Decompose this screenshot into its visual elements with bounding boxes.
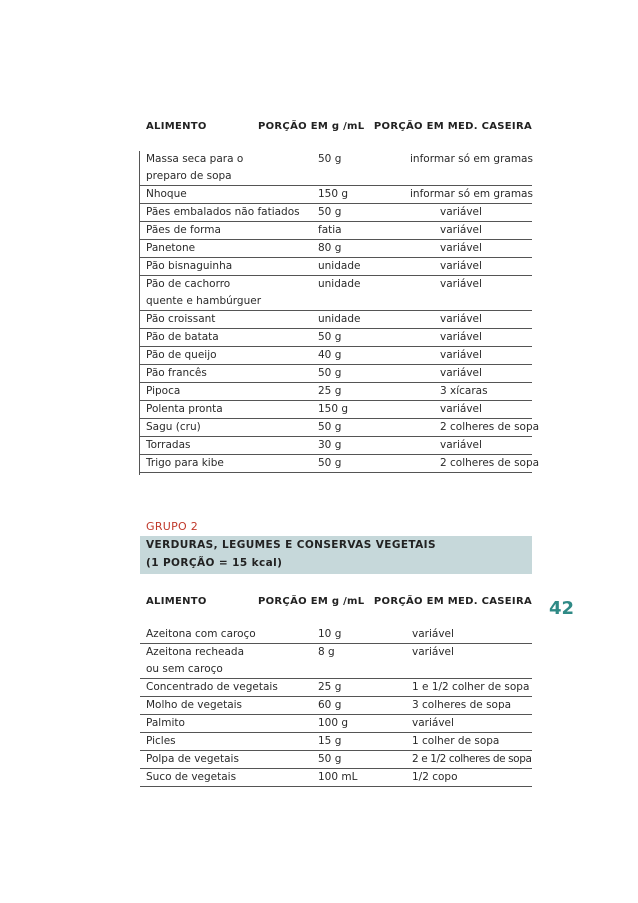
cell-medida: variável bbox=[440, 278, 482, 290]
cell-porcao: 100 mL bbox=[318, 771, 358, 783]
page-number: 42 bbox=[549, 598, 575, 619]
cell-alimento: Pão francês bbox=[146, 367, 207, 379]
header-medida: PORÇÃO EM MED. CASEIRA bbox=[373, 596, 532, 607]
cell-alimento: Molho de vegetais bbox=[146, 699, 243, 711]
cell-alimento: Trigo para kibe bbox=[146, 457, 224, 469]
table-body bbox=[140, 626, 532, 787]
cell-porcao: unidade bbox=[318, 278, 361, 290]
cell-alimento: Concentrado de vegetais bbox=[146, 681, 278, 693]
table-row bbox=[140, 455, 540, 473]
cell-medida: 2 colheres de sopa bbox=[440, 421, 540, 433]
header-medida: PORÇÃO EM MED. CASEIRA bbox=[373, 121, 532, 132]
table-row bbox=[140, 222, 532, 240]
cell-medida: variável bbox=[412, 646, 454, 658]
cell-porcao: 50 g bbox=[318, 457, 342, 469]
table-row bbox=[140, 769, 532, 787]
cell-alimento: Pães embalados não fatiados bbox=[146, 206, 300, 218]
cell-medida: 1/2 copo bbox=[412, 771, 458, 783]
cell-medida: variável bbox=[440, 403, 482, 415]
cell-alimento: Sagu (cru) bbox=[146, 421, 201, 433]
header-alimento: ALIMENTO bbox=[146, 121, 207, 132]
table-row bbox=[140, 258, 532, 276]
cell-porcao: unidade bbox=[318, 260, 361, 272]
table-row bbox=[140, 329, 532, 347]
cell-porcao: 150 g bbox=[318, 403, 349, 415]
cell-alimento: Massa seca para o preparo de sopa bbox=[146, 153, 244, 182]
cell-porcao: 40 g bbox=[318, 349, 342, 361]
cell-alimento: Pão de queijo bbox=[146, 349, 217, 361]
table-row bbox=[140, 347, 532, 365]
cell-porcao: 8 g bbox=[318, 646, 335, 658]
table-body bbox=[140, 151, 540, 473]
cell-medida: variável bbox=[440, 313, 482, 325]
table-row bbox=[140, 383, 532, 401]
cell-medida: 3 xícaras bbox=[440, 385, 488, 397]
cell-medida: variável bbox=[440, 206, 482, 218]
cell-medida: informar só em gramas bbox=[410, 153, 533, 165]
group-title-band bbox=[140, 536, 532, 574]
cell-porcao: fatia bbox=[318, 224, 342, 236]
cell-medida: variável bbox=[440, 331, 482, 343]
group-label: GRUPO 2 bbox=[146, 520, 199, 533]
cell-porcao: 50 g bbox=[318, 421, 342, 433]
header-porcao: PORÇÃO EM g /mL bbox=[258, 596, 365, 607]
cell-medida: variável bbox=[412, 717, 454, 729]
cell-alimento: Polpa de vegetais bbox=[146, 753, 239, 765]
table-row bbox=[140, 151, 532, 186]
food-table-1 bbox=[140, 121, 540, 473]
cell-porcao: 100 g bbox=[318, 717, 349, 729]
table-row bbox=[140, 437, 532, 455]
header-alimento: ALIMENTO bbox=[146, 596, 207, 607]
cell-medida: 1 colher de sopa bbox=[412, 735, 500, 747]
table-left-rule bbox=[139, 151, 140, 475]
cell-medida: variável bbox=[440, 439, 482, 451]
cell-alimento: Pães de forma bbox=[146, 224, 221, 236]
table-row bbox=[140, 311, 532, 329]
cell-alimento: Azeitona com caroço bbox=[146, 628, 256, 640]
cell-porcao: 50 g bbox=[318, 331, 342, 343]
cell-alimento: Picles bbox=[146, 735, 176, 747]
cell-porcao: 50 g bbox=[318, 153, 342, 165]
cell-medida: informar só em gramas bbox=[410, 188, 533, 200]
cell-alimento: Pão bisnaguinha bbox=[146, 260, 233, 272]
cell-porcao: 30 g bbox=[318, 439, 342, 451]
table-row bbox=[140, 419, 540, 437]
table-row bbox=[140, 626, 532, 644]
cell-alimento: Pão croissant bbox=[146, 313, 216, 325]
table-header bbox=[140, 596, 532, 612]
cell-alimento: Nhoque bbox=[146, 188, 187, 200]
food-table-2 bbox=[140, 596, 532, 787]
table-row bbox=[140, 365, 532, 383]
cell-medida: 2 colheres de sopa bbox=[440, 457, 540, 469]
cell-alimento: Palmito bbox=[146, 717, 185, 729]
cell-porcao: 10 g bbox=[318, 628, 342, 640]
cell-alimento: Suco de vegetais bbox=[146, 771, 237, 783]
cell-medida: 3 colheres de sopa bbox=[412, 699, 512, 711]
cell-alimento: Polenta pronta bbox=[146, 403, 223, 415]
cell-porcao: 25 g bbox=[318, 681, 342, 693]
group-subtitle: (1 PORÇÃO = 15 kcal) bbox=[146, 557, 283, 569]
cell-alimento: Pão de batata bbox=[146, 331, 219, 343]
cell-medida: variável bbox=[440, 367, 482, 379]
cell-porcao: 25 g bbox=[318, 385, 342, 397]
cell-porcao: 60 g bbox=[318, 699, 342, 711]
cell-medida: variável bbox=[440, 260, 482, 272]
table-row bbox=[140, 679, 532, 697]
cell-alimento: Torradas bbox=[146, 439, 191, 451]
group-title: VERDURAS, LEGUMES E CONSERVAS VEGETAIS bbox=[146, 539, 436, 551]
cell-alimento: Pipoca bbox=[146, 385, 181, 397]
cell-porcao: 150 g bbox=[318, 188, 349, 200]
header-porcao: PORÇÃO EM g /mL bbox=[258, 121, 365, 132]
cell-porcao: 50 g bbox=[318, 206, 342, 218]
table-row bbox=[140, 240, 532, 258]
table-row bbox=[140, 276, 532, 311]
table-row bbox=[140, 204, 532, 222]
table-row bbox=[140, 401, 532, 419]
table-row bbox=[140, 751, 532, 769]
cell-medida: 2 e 1/2 colheres de sopa bbox=[412, 753, 532, 765]
table-header bbox=[140, 121, 532, 137]
cell-porcao: 15 g bbox=[318, 735, 342, 747]
cell-alimento: Pão de cachorro quente e hambúrguer bbox=[146, 278, 262, 307]
table-row bbox=[140, 733, 532, 751]
cell-medida: variável bbox=[440, 349, 482, 361]
cell-medida: variável bbox=[440, 242, 482, 254]
cell-alimento: Azeitona recheada ou sem caroço bbox=[146, 646, 245, 675]
table-row bbox=[140, 715, 532, 733]
cell-alimento: Panetone bbox=[146, 242, 196, 254]
cell-porcao: 50 g bbox=[318, 367, 342, 379]
table-row bbox=[140, 697, 532, 715]
cell-medida: variável bbox=[440, 224, 482, 236]
table-row bbox=[140, 186, 532, 204]
cell-medida: variável bbox=[412, 628, 454, 640]
cell-porcao: 80 g bbox=[318, 242, 342, 254]
cell-porcao: unidade bbox=[318, 313, 361, 325]
table-row bbox=[140, 644, 532, 679]
cell-medida: 1 e 1/2 colher de sopa bbox=[412, 681, 530, 693]
cell-porcao: 50 g bbox=[318, 753, 342, 765]
